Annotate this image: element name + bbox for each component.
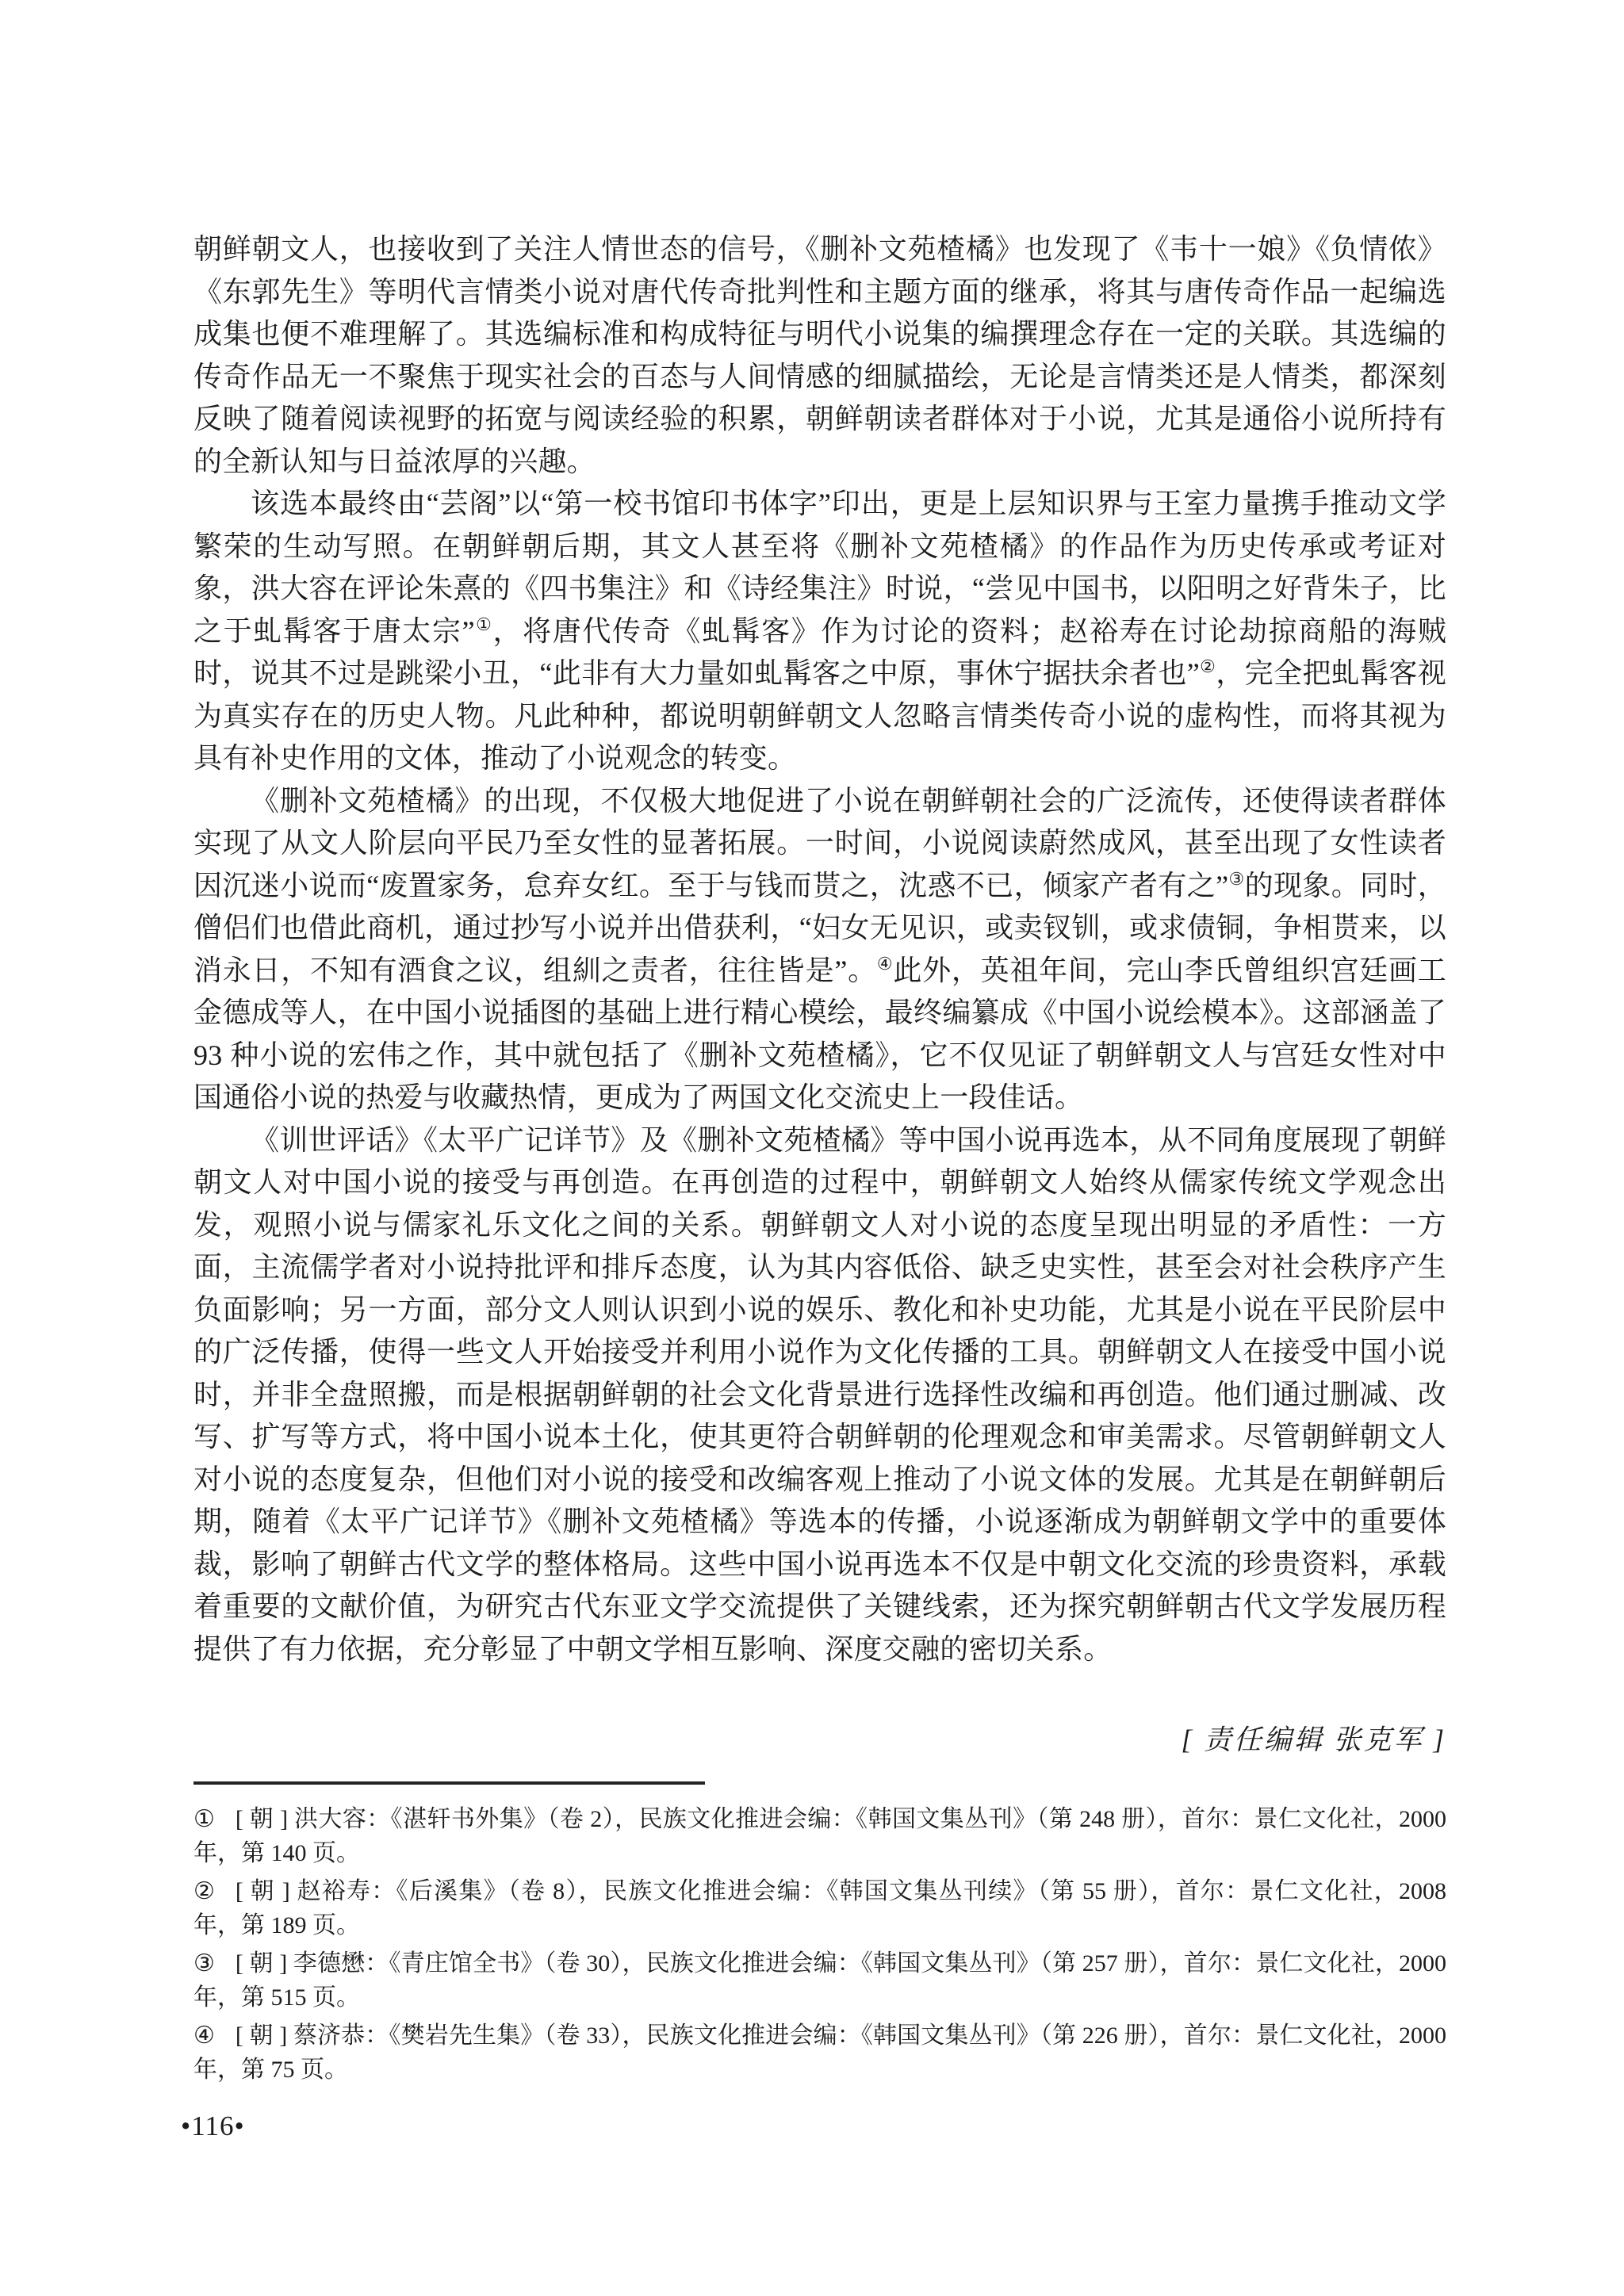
page-number: •116• (181, 2110, 245, 2141)
footnote (193, 1946, 1446, 2015)
paragraph: 朝鲜朝文人，也接收到了关注人情世态的信号，《删补文苑楂橘》也发现了《韦十一娘》《负情侬》《东郭先生》等明代言情类小说对唐代传奇批判性和主题方面的继承，将其与唐传奇作品一起编选成集也便不难理解了。其选编标准和构成特征与明代小说集的编撰理念存在一定的关联。其选编的传奇作品无一不聚焦于现实社会的百态与人间情感的细腻描绘，无论是言情类还是人情类，都深刻反映了随着阅读视野的拓宽与阅读经验的积累，朝鲜朝读者群体对于小说，尤其是通俗小说所持有的全新认知与日益浓厚的兴趣。 (193, 233, 1446, 477)
footnote-text: [ 朝 ] 李德懋：《青庄馆全书》（卷 30），民族文化推进会编：《韩国文集丛刊》（第 257 册），首尔：景仁文化社，2000 年，第 515 页。 (193, 1950, 1446, 2011)
footnote-marker: ④ (193, 2022, 215, 2049)
footnote-ref: ③ (1228, 868, 1245, 889)
footnote (193, 2019, 1446, 2087)
text-block (193, 228, 1446, 2091)
footnote (193, 1874, 1446, 1942)
footnote-list (193, 1802, 1446, 2087)
footnote-ref: ② (1199, 656, 1216, 676)
footnote-marker: ③ (193, 1950, 215, 1976)
footnote-text: [ 朝 ] 洪大容：《湛轩书外集》（卷 2），民族文化推进会编：《韩国文集丛刊》（第 248 册），首尔：景仁文化社，2000 年，第 140 页。 (193, 1806, 1446, 1866)
footnote-text: [ 朝 ] 赵裕寿：《后溪集》（卷 8），民族文化推进会编：《韩国文集丛刊续》（第 55 册），首尔：景仁文化社，2008 年，第 189 页。 (193, 1878, 1446, 1938)
paragraph: 《训世评话》《太平广记详节》及《删补文苑楂橘》等中国小说再选本，从不同角度展现了朝鲜朝文人对中国小说的接受与再创造。在再创造的过程中，朝鲜朝文人始终从儒家传统文学观念出发，观照小说与儒家礼乐文化之间的关系。朝鲜朝文人对小说的态度呈现出明显的矛盾性：一方面，主流儒学者对小说持批评和排斥态度，认为其内容低俗、缺乏史实性，甚至会对社会秩序产生负面影响；另一方面，部分文人则认识到小说的娱乐、教化和补史功能，尤其是小说在平民阶层中的广泛传播，使得一些文人开始接受并利用小说作为文化传播的工具。朝鲜朝文人在接受中国小说时，并非全盘照搬，而是根据朝鲜朝的社会文化背景进行选择性改编和再创造。他们通过删减、改写、扩写等方式，将中国小说本土化，使其更符合朝鲜朝的伦理观念和审美需求。尽管朝鲜朝文人对小说的态度复杂，但他们对小说的接受和改编客观上推动了小说文体的发展。尤其是在朝鲜朝后期，随着《太平广记详节》《删补文苑楂橘》等选本的传播，小说逐渐成为朝鲜朝文学中的重要体裁，影响了朝鲜古代文学的整体格局。这些中国小说再选本不仅是中朝文化交流的珍贵资料，承载着重要的文献价值，为研究古代东亚文学交流提供了关键线索，还为探究朝鲜朝古代文学发展历程提供了有力依据，充分彰显了中朝文学相互影响、深度交融的密切关系。 (193, 1123, 1446, 1665)
article-body (193, 228, 1446, 1670)
footnote-marker: ① (193, 1806, 215, 1832)
paragraph: 该选本最终由“芸阁”以“第一校书馆印书体字”印出，更是上层知识界与王室力量携手推动文学繁荣的生动写照。在朝鲜朝后期，其文人甚至将《删补文苑楂橘》的作品作为历史传承或考证对象，洪大容在评论朱熹的《四书集注》和《诗经集注》时说，“尝见中国书，以阳明之好背朱子，比之于虬髯客于唐太宗”①，将唐代传奇《虬髯客》作为讨论的资料；赵裕寿在讨论劫掠商船的海贼时，说其不过是跳梁小丑，“此非有大力量如虬髯客之中原，事休宁据扶余者也”②，完全把虬髯客视为真实存在的历史人物。凡此种种，都说明朝鲜朝文人忽略言情类传奇小说的虚构性，而将其视为具有补史作用的文体，推动了小说观念的转变。 (193, 488, 1446, 774)
footnote-marker: ② (193, 1878, 215, 1904)
footnote-divider (193, 1781, 705, 1785)
paragraph: 《删补文苑楂橘》的出现，不仅极大地促进了小说在朝鲜朝社会的广泛流传，还使得读者群体实现了从文人阶层向平民乃至女性的显著拓展。一时间，小说阅读蔚然成风，甚至出现了女性读者因沉迷小说而“废置家务，怠弃女红。至于与钱而贳之，沈惑不已，倾家产者有之”③的现象。同时，僧侣们也借此商机，通过抄写小说并出借获利，“妇女无见识，或卖钗钏，或求债铜，争相贳来，以消永日，不知有酒食之议，组紃之责者，往往皆是”。④此外，英祖年间，完山李氏曾组织宫廷画工金德成等人，在中国小说插图的基础上进行精心模绘，最终编纂成《中国小说绘模本》。这部涵盖了 93 种小说的宏伟之作，其中就包括了《删补文苑楂橘》，它不仅见证了朝鲜朝文人与宫廷女性对中国通俗小说的热爱与收藏热情，更成为了两国文化交流史上一段佳话。 (193, 784, 1446, 1113)
footnote-section (193, 1781, 1446, 2087)
footnote-text: [ 朝 ] 蔡济恭：《樊岩先生集》（卷 33），民族文化推进会编：《韩国文集丛刊》（第 226 册），首尔：景仁文化社，2000 年，第 75 页。 (193, 2022, 1446, 2083)
footnote-ref: ① (474, 614, 493, 634)
editor-note: [ 责任编辑 张克军 ] (1181, 1724, 1446, 1755)
footnote-ref: ④ (876, 953, 894, 974)
footnote (193, 1802, 1446, 1870)
